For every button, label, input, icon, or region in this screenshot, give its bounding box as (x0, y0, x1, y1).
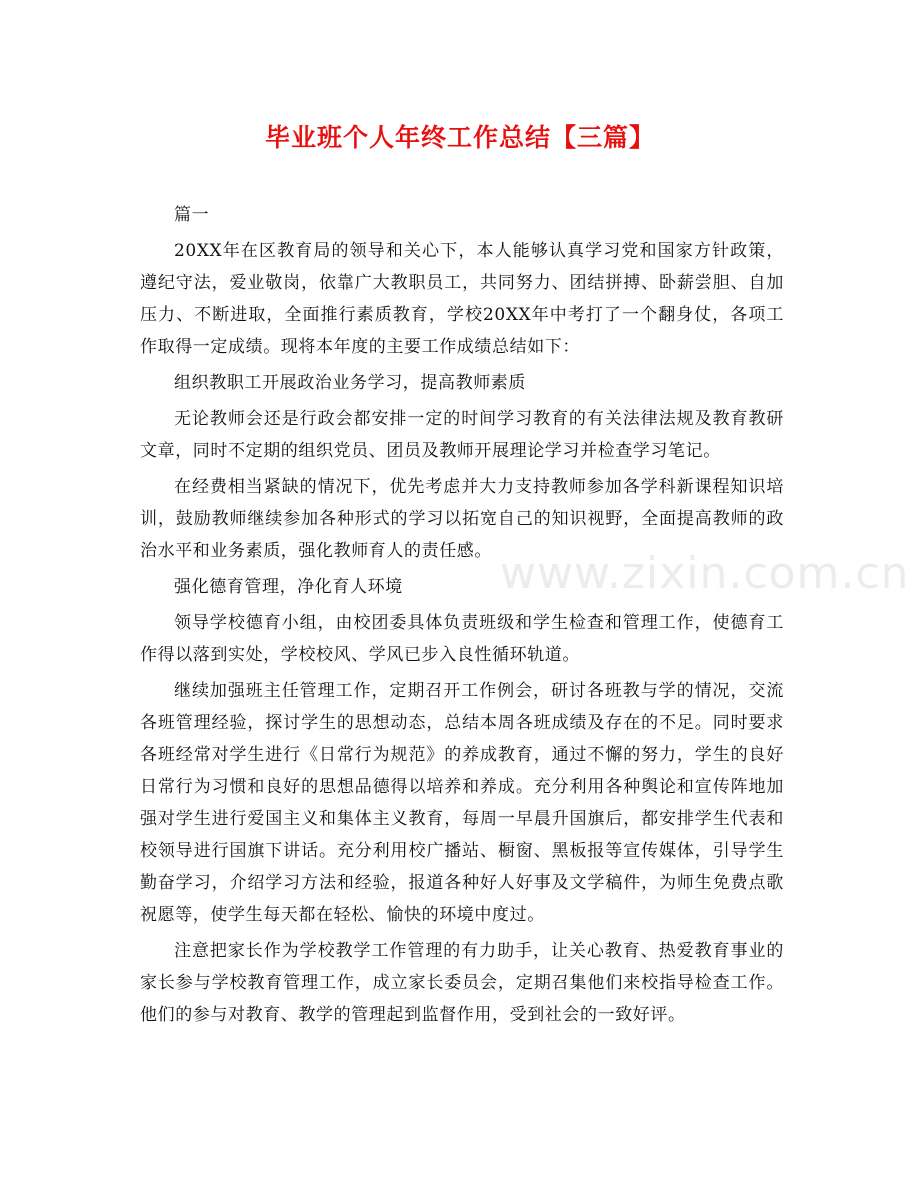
paragraph: 领导学校德育小组，由校团委具体负责班级和学生检查和管理工作，使德育工作得以落到实处，学校校风、学风已步入良性循环轨道。 (140, 613, 784, 665)
paragraph: 20XX年在区教育局的领导和关心下，本人能够认真学习党和国家方针政策，遵纪守法，爱业敬岗，依靠广大教职员工，共同努力、团结拼搏、卧薪尝胆、自加压力、不断进取，全面推行素质教育，学校20XX年中考打了一个翻身仗，各项工作取得一定成绩。现将本年度的主要工作成绩总结如下： (140, 241, 784, 357)
document-title: 毕业班个人年终工作总结【三篇】 (264, 123, 655, 152)
subheading: 强化德育管理，净化育人环境 (174, 577, 403, 597)
document-body (140, 199, 784, 1035)
paragraph: 在经费相当紧缺的情况下，优先考虑并大力支持教师参加各学科新课程知识培训，鼓励教师继续参加各种形式的学习以拓宽自己的知识视野，全面提高教师的政治水平和业务素质，强化教师育人的责任感。 (140, 477, 784, 561)
paragraph: 无论教师会还是行政会都安排一定的时间学习教育的有关法律法规及教育教研文章，同时不定期的组织党员、团员及教师开展理论学习并检查学习笔记。 (140, 409, 784, 461)
subheading: 组织教职工开展政治业务学习，提高教师素质 (174, 373, 526, 393)
paragraph: 注意把家长作为学校教学工作管理的有力助手，让关心教育、热爱教育事业的家长参与学校教育管理工作，成立家长委员会，定期召集他们来校指导检查工作。他们的参与对教育、教学的管理起到监督作用，受到社会的一致好评。 (140, 941, 784, 1025)
paragraph: 继续加强班主任管理工作，定期召开工作例会，研讨各班教与学的情况，交流各班管理经验，探讨学生的思想动态，总结本周各班成绩及存在的不足。同时要求各班经常对学生进行《日常行为规范》的养成教育，通过不懈的努力，学生的良好日常行为习惯和良好的思想品德得以培养和养成。充分利用各种舆论和宣传阵地加强对学生进行爱国主义和集体主义教育，每周一早晨升国旗后，都安排学生代表和校领导进行国旗下讲话。充分利用校广播站、橱窗、黑板报等宣传媒体，引导学生勤奋学习，介绍学习方法和经验，报道各种好人好事及文学稿件，为师生免费点歌祝愿等，使学生每天都在轻松、愉快的环境中度过。 (140, 681, 784, 925)
section-heading: 篇一 (174, 205, 210, 225)
watermark: www.zixin.com.cn (500, 548, 910, 599)
